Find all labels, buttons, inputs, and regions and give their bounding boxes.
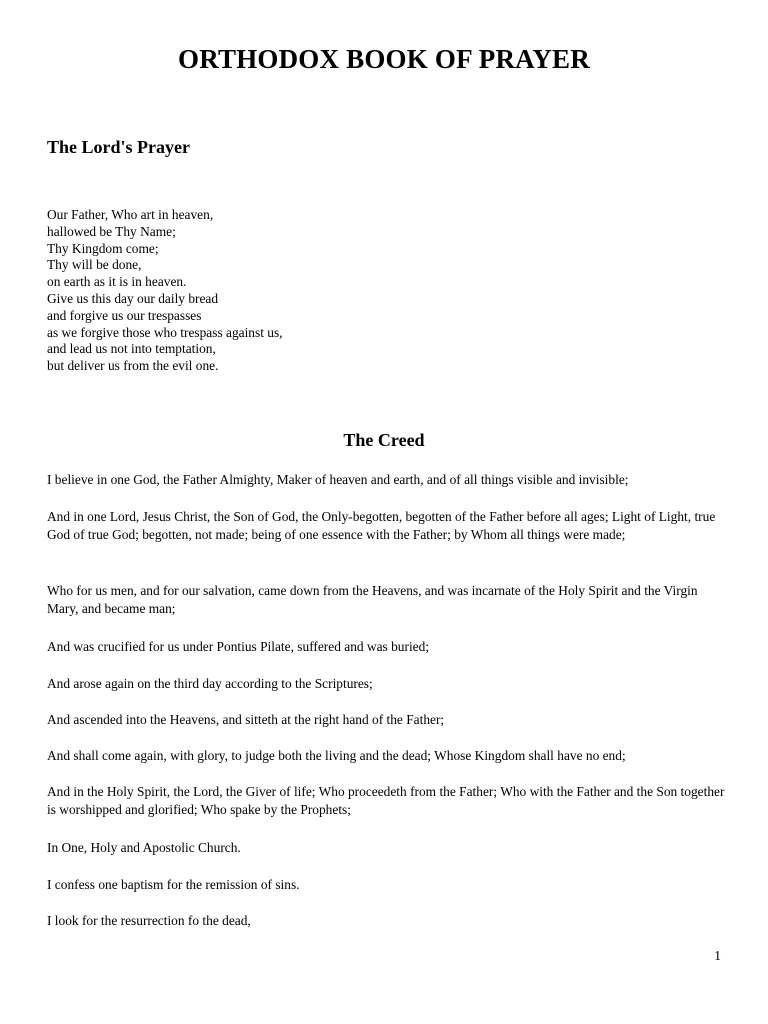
prayer-line: but deliver us from the evil one. [47, 358, 219, 374]
prayer-line: on earth as it is in heaven. [47, 274, 187, 290]
lords-prayer-heading: The Lord's Prayer [47, 137, 190, 157]
lords-prayer-text [47, 207, 283, 375]
prayer-line: Give us this day our daily bread [47, 290, 219, 306]
creed-paragraph: I look for the resurrection fo the dead, [47, 913, 251, 928]
prayer-line: as we forgive those who trespass against us, [47, 324, 283, 340]
creed-paragraph: I confess one baptism for the remission of sins. [47, 877, 300, 892]
creed-paragraph: And arose again on the third day according to the Scriptures; [47, 676, 373, 691]
prayer-line: and lead us not into temptation, [47, 341, 216, 357]
creed-heading: The Creed [343, 430, 425, 450]
creed-paragraph: And ascended into the Heavens, and sitteth at the right hand of the Father; [47, 712, 445, 727]
creed-paragraph: And in one Lord, Jesus Christ, the Son of God, the Only-begotten, begotten of the Father before all ages; Light of Light, true God of true God; begotten, not made; being of one essence with the Father; by Whom all things were made; [47, 509, 716, 543]
creed-paragraph: Who for us men, and for our salvation, came down from the Heavens, and was incarnate of the Holy Spirit and the Virgin Mary, and became man; [47, 583, 698, 617]
creed-paragraph: And shall come again, with glory, to judge both the living and the dead; Whose Kingdom shall have no end; [47, 748, 626, 763]
prayer-line: Our Father, Who art in heaven, [47, 207, 214, 222]
prayer-line: hallowed be Thy Name; [47, 223, 176, 239]
prayer-line: Thy Kingdom come; [47, 240, 159, 256]
page-number: 1 [714, 948, 721, 963]
creed-paragraph: In One, Holy and Apostolic Church. [47, 840, 241, 855]
page-title: ORTHODOX BOOK OF PRAYER [178, 44, 590, 74]
creed-paragraph: And in the Holy Spirit, the Lord, the Giver of life; Who proceedeth from the Father; Who with the Father and the Son together is worshipped and glorified; Who spake by the Prophets; [47, 784, 725, 818]
prayer-line: Thy will be done, [47, 257, 142, 273]
creed-paragraph: I believe in one God, the Father Almighty, Maker of heaven and earth, and of all things visible and invisible; [47, 472, 629, 487]
creed-paragraph: And was crucified for us under Pontius Pilate, suffered and was buried; [47, 639, 430, 654]
prayer-line: and forgive us our trespasses [47, 307, 202, 323]
